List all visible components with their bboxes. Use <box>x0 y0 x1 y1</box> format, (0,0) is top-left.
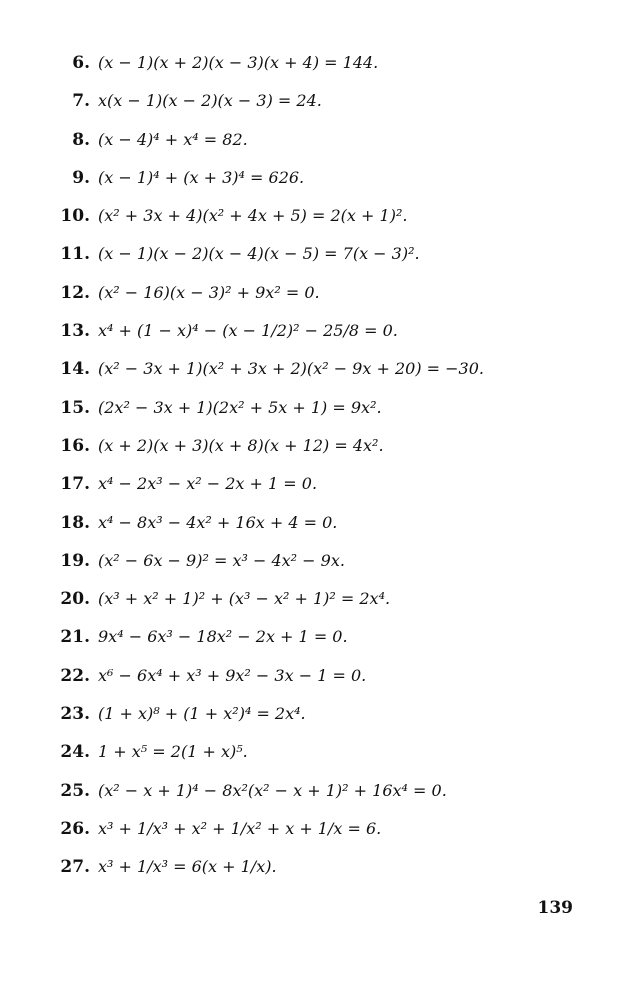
problem-number: 24. <box>60 742 90 763</box>
problem-number: 9. <box>72 167 90 188</box>
problem-equation: (1 + x)⁸ + (1 + x²)⁴ = 2x⁴. <box>98 704 306 724</box>
problem-item <box>0 819 637 857</box>
problem-equation: (x³ + x² + 1)² + (x³ − x² + 1)² = 2x⁴. <box>98 589 391 609</box>
problem-number: 21. <box>60 627 90 648</box>
problem-equation: (x² − 6x − 9)² = x³ − 4x² − 9x. <box>98 550 345 570</box>
problem-equation: (x + 2)(x + 3)(x + 8)(x + 12) = 4x². <box>98 435 384 455</box>
problem-number: 20. <box>60 589 90 610</box>
problem-equation: 9x⁴ − 6x³ − 18x² − 2x + 1 = 0. <box>98 627 348 647</box>
problem-equation: x⁴ − 2x³ − x² − 2x + 1 = 0. <box>98 474 318 494</box>
problem-item <box>0 321 637 359</box>
problem-number: 22. <box>60 665 90 686</box>
problem-number: 8. <box>72 129 90 150</box>
problem-equation: x³ + 1/x³ + x² + 1/x² + x + 1/x = 6. <box>98 818 382 838</box>
problem-number: 15. <box>60 397 90 418</box>
problem-item <box>0 53 637 91</box>
problem-number: 26. <box>60 818 90 839</box>
problem-equation: x³ + 1/x³ = 6(x + 1/x). <box>98 857 277 877</box>
problem-equation: (x − 4)⁴ + x⁴ = 82. <box>98 129 248 149</box>
problem-equation: x⁶ − 6x⁴ + x³ + 9x² − 3x − 1 = 0. <box>98 665 367 685</box>
problem-number: 23. <box>60 704 90 725</box>
problem-item <box>0 704 637 742</box>
problem-number: 19. <box>60 550 90 571</box>
problem-item <box>0 398 637 436</box>
problem-item <box>0 283 637 321</box>
problem-equation: x⁴ − 8x³ − 4x² + 16x + 4 = 0. <box>98 512 338 532</box>
problem-number: 7. <box>72 91 90 112</box>
problem-number: 17. <box>60 474 90 495</box>
problem-equation: x⁴ + (1 − x)⁴ − (x − 1/2)² − 25/8 = 0. <box>98 321 398 341</box>
problem-item <box>0 666 637 704</box>
problem-equation: (x − 1)(x − 2)(x − 4)(x − 5) = 7(x − 3)². <box>98 244 420 264</box>
problem-equation: (x² + 3x + 4)(x² + 4x + 5) = 2(x + 1)². <box>98 206 408 226</box>
problem-item <box>0 244 637 282</box>
problem-item <box>0 474 637 512</box>
problem-item <box>0 513 637 551</box>
problem-equation: (x − 1)⁴ + (x + 3)⁴ = 626. <box>98 167 305 187</box>
problem-item <box>0 91 637 129</box>
problem-item <box>0 436 637 474</box>
problem-number: 12. <box>60 282 90 303</box>
problem-item <box>0 130 637 168</box>
problem-item <box>0 589 637 627</box>
problem-number: 14. <box>60 359 90 380</box>
problem-number: 13. <box>60 321 90 342</box>
problem-item <box>0 627 637 665</box>
problem-number: 11. <box>60 244 90 265</box>
problem-list <box>0 53 637 896</box>
problem-equation: 1 + x⁵ = 2(1 + x)⁵. <box>98 742 248 762</box>
problem-item <box>0 168 637 206</box>
problem-number: 27. <box>60 857 90 878</box>
problem-equation: (x² − x + 1)⁴ − 8x²(x² − x + 1)² + 16x⁴ = 0. <box>98 780 447 800</box>
problem-equation: (2x² − 3x + 1)(2x² + 5x + 1) = 9x². <box>98 397 382 417</box>
problem-number: 6. <box>72 53 90 73</box>
problem-item <box>0 857 637 895</box>
problem-item <box>0 206 637 244</box>
problem-item <box>0 742 637 780</box>
page-number: 139 <box>537 898 573 918</box>
problem-number: 10. <box>60 206 90 227</box>
problem-equation: (x² − 3x + 1)(x² + 3x + 2)(x² − 9x + 20) = −30. <box>98 359 484 379</box>
problem-number: 25. <box>60 780 90 801</box>
problem-equation: (x² − 16)(x − 3)² + 9x² = 0. <box>98 282 320 302</box>
problem-number: 16. <box>60 435 90 456</box>
problem-number: 18. <box>60 512 90 533</box>
problem-equation: (x − 1)(x + 2)(x − 3)(x + 4) = 144. <box>98 53 379 72</box>
problem-item <box>0 781 637 819</box>
problem-item <box>0 551 637 589</box>
problem-item <box>0 359 637 397</box>
problem-equation: x(x − 1)(x − 2)(x − 3) = 24. <box>98 91 322 111</box>
